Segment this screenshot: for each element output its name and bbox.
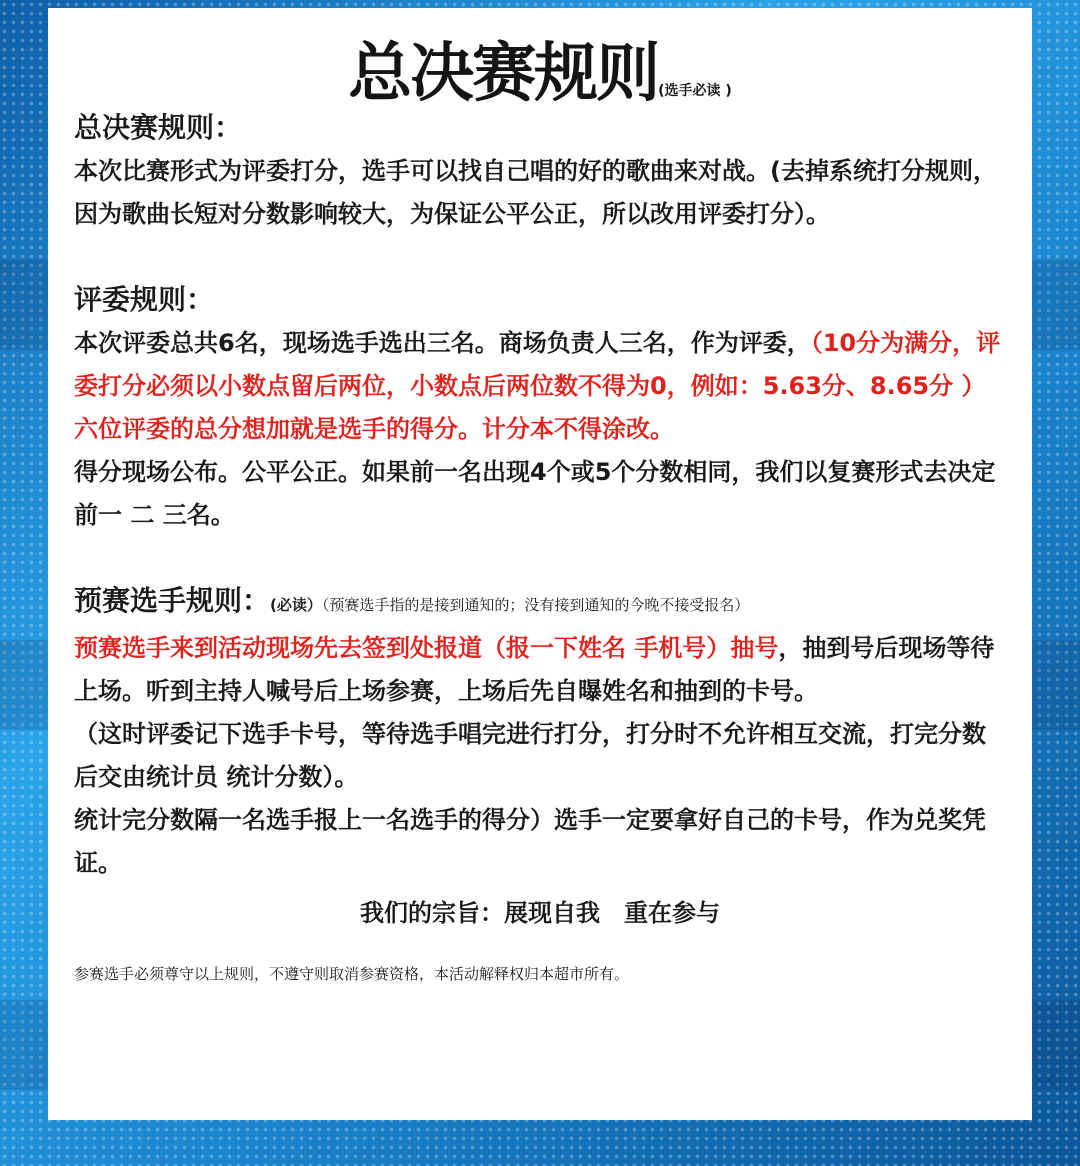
footer-note: 参赛选手必须尊守以上规则，不遵守则取消参赛资格，本活动解释权归本超市所有。 xyxy=(74,965,630,983)
spacer xyxy=(74,537,1006,579)
highlight-text: 预赛选手来到活动现场先去签到处报道（报一下姓名 手机号）抽号 xyxy=(74,634,779,662)
title-row xyxy=(74,22,1006,111)
page-title: 总决赛规则 xyxy=(348,37,659,111)
heading-aside: （预赛选手指的是接到通知的；没有接到通知的今晚不接受报名） xyxy=(321,596,750,614)
section-heading xyxy=(74,579,1006,627)
section-body xyxy=(74,627,1006,713)
heading-note: (必读） xyxy=(270,596,322,614)
section-body: 得分现场公布。公平公正。如果前一名出现4个或5个分数相同，我们以复赛形式去决定前一 二 三名。 xyxy=(74,458,996,529)
section-final-rules xyxy=(74,106,1006,236)
heading-text: 预赛选手规则： xyxy=(74,584,271,617)
highlight-text: （10分为满分，评委打分必须以小数点留后两位，小数点后两位数不得为0，例如：5.63分、8.65分 ）六位评委的总分想加就是选手的得分。计分本不得涂改。 xyxy=(74,329,1001,443)
title-note: (选手必读 ) xyxy=(658,83,732,99)
section-body: 统计完分数隔一名选手报上一名选手的得分）选手一定要拿好自己的卡号，作为兑奖凭证。 xyxy=(74,806,986,877)
section-judge-rules xyxy=(74,278,1006,537)
spacer xyxy=(74,236,1006,278)
section-preliminary-rules xyxy=(74,579,1006,885)
motto: 我们的宗旨：展现自我 重在参与 xyxy=(360,899,720,927)
body-text: ，抽到号后现场等待上场。听到主持人喊号后上场参赛，上场后先自曝姓名和抽到的卡号。 xyxy=(74,634,995,705)
rules-card xyxy=(48,8,1032,1120)
section-heading: 评委规则： xyxy=(74,283,215,316)
section-body xyxy=(74,322,1006,451)
section-heading: 总决赛规则： xyxy=(74,111,243,144)
section-body: 本次比赛形式为评委打分，选手可以找自己唱的好的歌曲来对战。(去掉系统打分规则，因为歌曲长短对分数影响较大，为保证公平公正，所以改用评委打分）。 xyxy=(74,157,997,228)
body-text: 本次评委总共6名，现场选手选出三名。商场负责人三名，作为评委， xyxy=(74,329,811,357)
section-body: （这时评委记下选手卡号，等待选手唱完进行打分，打分时不允许相互交流，打完分数后交由统计员 统计分数）。 xyxy=(74,720,986,791)
